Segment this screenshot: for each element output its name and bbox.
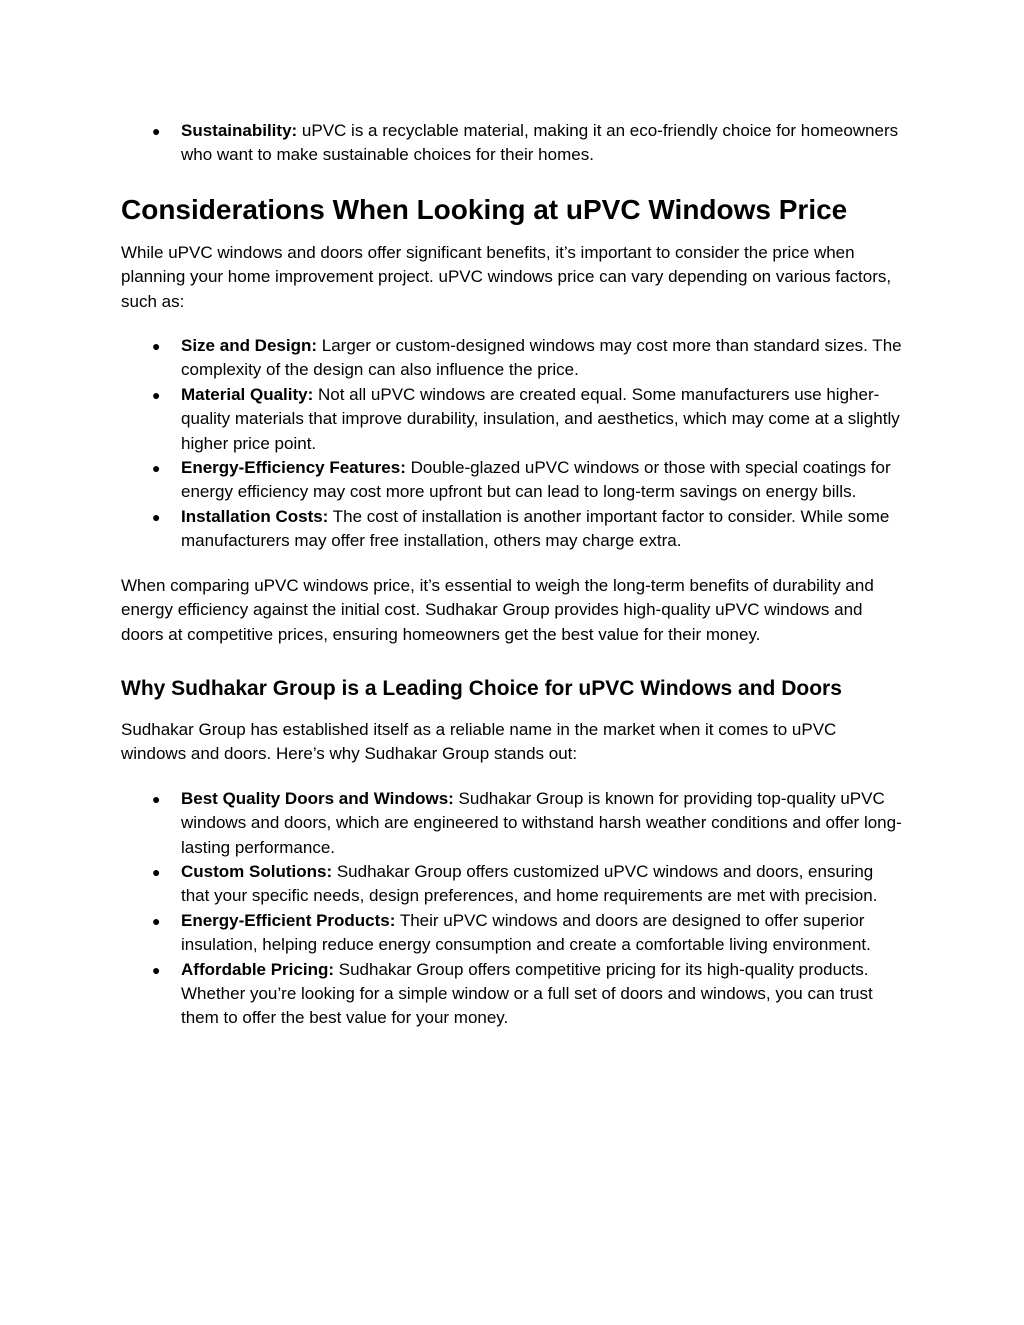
item-text: Not all uPVC windows are created equal. Some manufacturers use higher-quality materials that improve durability, insulation, and aesthetics, which may come at a slightly higher price point.	[181, 384, 900, 453]
list-item	[121, 958, 903, 1031]
list-item	[121, 909, 903, 958]
item-text: Larger or custom-designed windows may cost more than standard sizes. The complexity of the design can also influence the price.	[181, 336, 902, 380]
bullet-icon: ●	[152, 460, 161, 477]
list-item	[121, 860, 903, 909]
item-label: Affordable Pricing:	[181, 959, 335, 979]
item-text: Their uPVC windows and doors are designed to offer superior insulation, helping reduce energy consumption and create a comfortable living environment.	[181, 910, 871, 955]
section1-closing: When comparing uPVC windows price, it’s essential to weigh the long-term benefits of durability and energy efficiency against the initial cost. Sudhakar Group provides high-quality uPVC windows and doors at competitive prices, ensuring homeowners get the best value for their money.	[121, 575, 874, 644]
bullet-icon: ●	[152, 790, 161, 807]
section2-heading: Why Sudhakar Group is a Leading Choice for uPVC Windows and Doors	[121, 676, 842, 700]
list-item	[121, 334, 903, 383]
item-label: Sustainability:	[181, 121, 298, 140]
intro-bullet-list	[121, 119, 903, 168]
bullet-icon: ●	[152, 123, 161, 139]
list-item	[121, 505, 903, 554]
bullet-icon: ●	[152, 961, 161, 978]
bullet-icon: ●	[152, 386, 161, 403]
list-item	[121, 787, 903, 860]
list-item	[121, 383, 903, 456]
bullet-icon: ●	[152, 338, 161, 355]
item-label: Energy-Efficiency Features:	[181, 458, 406, 478]
item-label: Energy-Efficient Products:	[181, 910, 396, 930]
section2-intro: Sudhakar Group has established itself as a reliable name in the market when it comes to uPVC windows and doors. Here’s why Sudhakar Group stands out:	[121, 719, 837, 764]
item-text: Sudhakar Group offers customized uPVC windows and doors, ensuring that your specific needs, design preferences, and home requirements are met with precision.	[181, 861, 878, 906]
bullet-icon: ●	[152, 508, 161, 525]
list-item	[121, 456, 903, 505]
document-page	[121, 0, 903, 1031]
item-text: The cost of installation is another important factor to consider. While some manufacturers may offer free installation, others may charge extra.	[181, 506, 890, 551]
item-text: uPVC is a recyclable material, making it an eco-friendly choice for homeowners who want to make sustainable choices for their homes.	[181, 121, 899, 165]
item-text: Sudhakar Group is known for providing top-quality uPVC windows and doors, which are engineered to withstand harsh weather conditions and offer long-lasting performance.	[181, 788, 902, 857]
item-text: Double-glazed uPVC windows or those with special coatings for energy efficiency may cost more upfront but can lead to long-term savings on energy bills.	[181, 458, 891, 502]
item-text: Sudhakar Group offers competitive pricing for its high-quality products. Whether you’re looking for a simple window or a full set of doors and windows, you can trust them to offer the best value for your money.	[181, 959, 873, 1028]
item-label: Custom Solutions:	[181, 861, 333, 881]
section1-heading: Considerations When Looking at uPVC Windows Price	[121, 193, 848, 225]
item-label: Material Quality:	[181, 384, 314, 404]
item-label: Size and Design:	[181, 336, 318, 356]
bullet-icon: ●	[152, 863, 161, 880]
list-item	[121, 119, 903, 168]
bullet-icon: ●	[152, 912, 161, 929]
item-label: Best Quality Doors and Windows:	[181, 788, 454, 808]
section1-intro: While uPVC windows and doors offer significant benefits, it’s important to consider the price when planning your home improvement project. uPVC windows price can vary depending on various factors, such as:	[121, 242, 892, 311]
section1-bullet-list	[121, 334, 903, 554]
section2-bullet-list	[121, 787, 903, 1031]
item-label: Installation Costs:	[181, 506, 329, 526]
